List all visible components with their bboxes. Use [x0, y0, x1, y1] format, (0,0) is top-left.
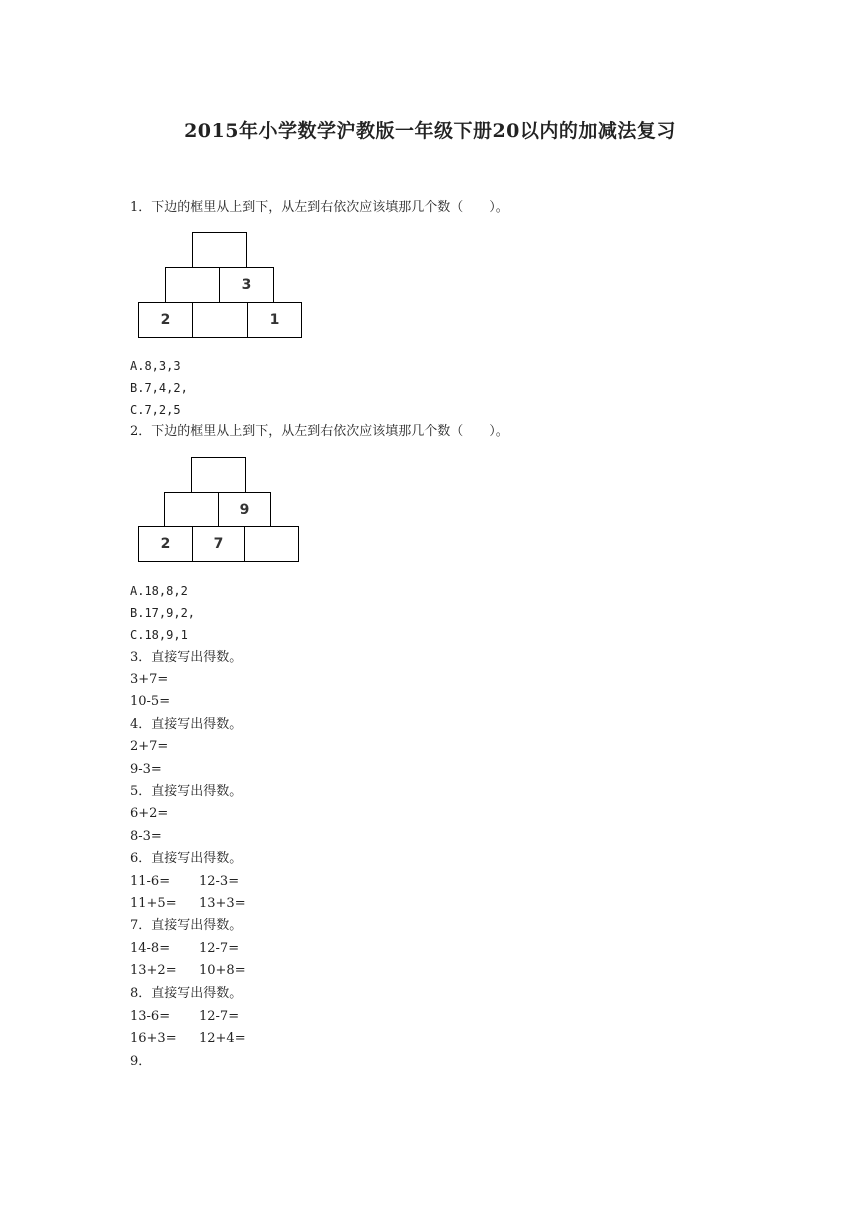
q8-item: 12-7= [199, 1009, 240, 1024]
q8-item: 12+4= [199, 1031, 246, 1046]
q2-option-a: A.18,8,2 [130, 584, 188, 598]
q8-row-2 [130, 1031, 246, 1047]
q1-bottom-box-3: 1 [247, 302, 302, 338]
q3-stem: 3．直接写出得数。 [130, 650, 243, 665]
q7-row-2 [130, 963, 246, 979]
q6-item: 11+5= [130, 896, 177, 911]
q6-item: 12-3= [199, 874, 240, 889]
q8-stem: 8．直接写出得数。 [130, 986, 243, 1001]
q6-row-2 [130, 896, 246, 912]
q7-stem: 7．直接写出得数。 [130, 918, 243, 933]
q3-item-2: 10-5= [130, 694, 171, 709]
q2-option-b: B.17,9,2, [130, 606, 196, 620]
q5-item-1: 6+2= [130, 806, 169, 821]
q7-item: 10+8= [199, 963, 246, 978]
q4-stem: 4．直接写出得数。 [130, 717, 243, 732]
q4-item-1: 2+7= [130, 739, 169, 754]
q7-row-1 [130, 941, 239, 957]
q2-bottom-box-1: 2 [138, 526, 193, 562]
q1-bottom-box-1: 2 [138, 302, 193, 338]
q2-mid-box-1 [164, 492, 219, 528]
q2-top-box [191, 457, 246, 493]
q7-item: 13+2= [130, 963, 177, 978]
q6-stem: 6．直接写出得数。 [130, 851, 243, 866]
q2-bottom-box-3 [244, 526, 299, 562]
q1-option-a: A.8,3,3 [130, 359, 181, 373]
q2-bottom-box-2: 7 [192, 526, 245, 562]
q1-option-c: C.7,2,5 [130, 403, 181, 417]
q6-item: 11-6= [130, 874, 171, 889]
q1-bottom-box-2 [192, 302, 248, 338]
q8-row-1 [130, 1009, 239, 1025]
q3-item-1: 3+7= [130, 672, 169, 687]
q9-stem: 9． [130, 1054, 152, 1069]
q6-item: 13+3= [199, 896, 246, 911]
q1-option-b: B.7,4,2, [130, 381, 188, 395]
q1-mid-box-2: 3 [219, 267, 274, 303]
q7-item: 14-8= [130, 941, 171, 956]
document-title: 2015年小学数学沪教版一年级下册20以内的加减法复习 [184, 120, 676, 142]
q8-item: 13-6= [130, 1009, 171, 1024]
q4-item-2: 9-3= [130, 762, 162, 777]
q7-item: 12-7= [199, 941, 240, 956]
q8-item: 16+3= [130, 1031, 177, 1046]
q1-top-box [192, 232, 247, 268]
q5-item-2: 8-3= [130, 829, 162, 844]
q2-mid-box-2: 9 [218, 492, 271, 528]
q6-row-1 [130, 874, 239, 890]
q1-mid-box-1 [165, 267, 220, 303]
q5-stem: 5．直接写出得数。 [130, 784, 243, 799]
q1-stem: 1．下边的框里从上到下，从左到右依次应该填那几个数（ ）。 [130, 200, 509, 215]
q2-option-c: C.18,9,1 [130, 628, 188, 642]
q2-stem: 2．下边的框里从上到下，从左到右依次应该填那几个数（ ）。 [130, 424, 509, 439]
